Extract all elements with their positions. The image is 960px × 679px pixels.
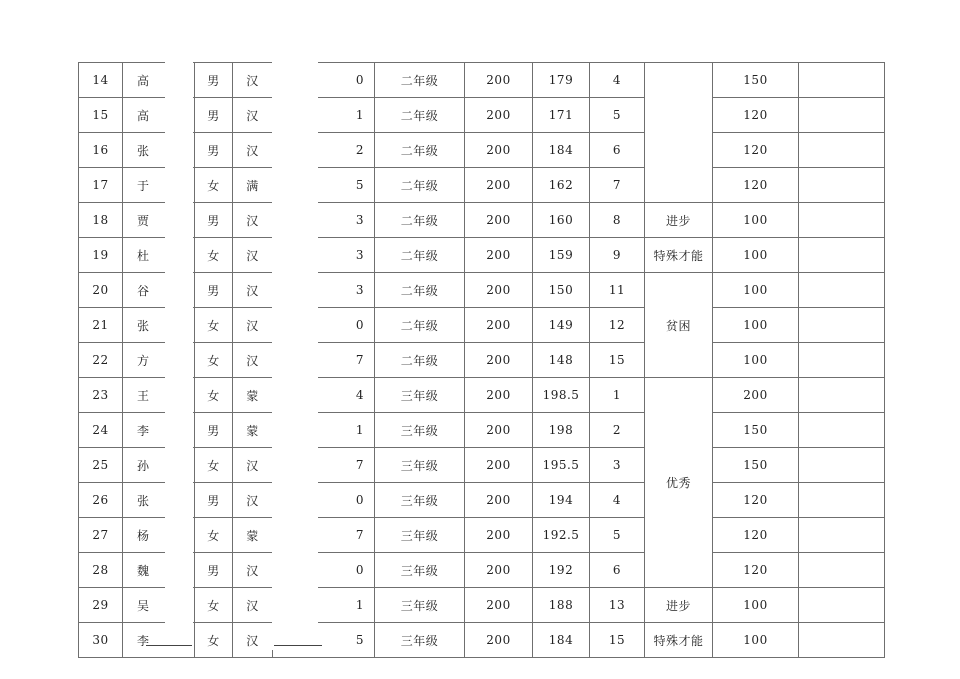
table-row <box>79 483 885 518</box>
cell-note <box>799 588 885 623</box>
cell-score: 159 <box>533 238 590 273</box>
cell-id: 0 <box>273 308 375 343</box>
cell-full: 200 <box>465 448 533 483</box>
cell-name: 杜 <box>123 238 195 273</box>
cell-score: 184 <box>533 133 590 168</box>
cell-rank: 13 <box>590 588 645 623</box>
cell-id: 4 <box>273 378 375 413</box>
cell-rank: 7 <box>590 168 645 203</box>
cell-rank: 6 <box>590 133 645 168</box>
cell-no: 16 <box>79 133 123 168</box>
table-row <box>79 98 885 133</box>
cell-rank: 3 <box>590 448 645 483</box>
cell-ethnic: 汉 <box>233 343 273 378</box>
cell-ethnic: 汉 <box>233 63 273 98</box>
cell-sex: 男 <box>195 273 233 308</box>
cell-full: 200 <box>465 623 533 658</box>
cell-score: 195.5 <box>533 448 590 483</box>
cell-no: 29 <box>79 588 123 623</box>
cell-full: 200 <box>465 308 533 343</box>
table-row <box>79 238 885 273</box>
cell-note <box>799 483 885 518</box>
cell-full: 200 <box>465 483 533 518</box>
cell-ethnic: 汉 <box>233 623 273 658</box>
cell-no: 27 <box>79 518 123 553</box>
cell-full: 200 <box>465 378 533 413</box>
cell-name: 李 <box>123 413 195 448</box>
cell-full: 200 <box>465 553 533 588</box>
cell-name: 张 <box>123 133 195 168</box>
cell-score: 171 <box>533 98 590 133</box>
cell-sex: 女 <box>195 448 233 483</box>
cell-full: 200 <box>465 203 533 238</box>
cell-sex: 女 <box>195 623 233 658</box>
cell-note <box>799 63 885 98</box>
cell-grade: 二年级 <box>375 168 465 203</box>
award-table-container <box>78 62 884 658</box>
cell-id: 5 <box>273 623 375 658</box>
cell-note <box>799 343 885 378</box>
cell-grade: 二年级 <box>375 273 465 308</box>
cell-score: 160 <box>533 203 590 238</box>
cell-category: 进步 <box>645 203 713 238</box>
cell-full: 200 <box>465 588 533 623</box>
cell-no: 18 <box>79 203 123 238</box>
redaction-mask-name <box>165 62 193 650</box>
cell-amount: 100 <box>713 623 799 658</box>
cell-grade: 二年级 <box>375 308 465 343</box>
cell-note <box>799 133 885 168</box>
cell-rank: 15 <box>590 623 645 658</box>
cell-score: 162 <box>533 168 590 203</box>
signature-underline-id <box>274 645 322 646</box>
cell-note <box>799 238 885 273</box>
cell-rank: 11 <box>590 273 645 308</box>
cell-note <box>799 273 885 308</box>
cell-note <box>799 98 885 133</box>
cell-id: 0 <box>273 63 375 98</box>
cell-id: 1 <box>273 413 375 448</box>
table-row <box>79 273 885 308</box>
table-row <box>79 588 885 623</box>
cell-name: 方 <box>123 343 195 378</box>
cell-amount: 100 <box>713 203 799 238</box>
cell-grade: 三年级 <box>375 553 465 588</box>
cell-id: 7 <box>273 343 375 378</box>
cell-amount: 120 <box>713 553 799 588</box>
cell-name: 高 <box>123 63 195 98</box>
table-row <box>79 553 885 588</box>
cell-sex: 男 <box>195 483 233 518</box>
cell-ethnic: 蒙 <box>233 378 273 413</box>
table-row <box>79 343 885 378</box>
cell-rank: 12 <box>590 308 645 343</box>
cell-amount: 200 <box>713 378 799 413</box>
cell-amount: 100 <box>713 308 799 343</box>
cell-name: 高 <box>123 98 195 133</box>
cell-id: 1 <box>273 98 375 133</box>
cell-score: 198.5 <box>533 378 590 413</box>
cell-category: 贫困 <box>645 273 713 378</box>
cell-grade: 二年级 <box>375 133 465 168</box>
cell-ethnic: 汉 <box>233 98 273 133</box>
cell-grade: 二年级 <box>375 238 465 273</box>
cell-rank: 5 <box>590 98 645 133</box>
cell-ethnic: 汉 <box>233 553 273 588</box>
cell-name: 吴 <box>123 588 195 623</box>
cell-no: 20 <box>79 273 123 308</box>
cell-sex: 女 <box>195 518 233 553</box>
cell-full: 200 <box>465 273 533 308</box>
cell-rank: 8 <box>590 203 645 238</box>
cell-no: 15 <box>79 98 123 133</box>
cell-id: 3 <box>273 238 375 273</box>
cell-amount: 150 <box>713 413 799 448</box>
cell-no: 24 <box>79 413 123 448</box>
cell-ethnic: 汉 <box>233 203 273 238</box>
cell-no: 17 <box>79 168 123 203</box>
cell-grade: 二年级 <box>375 203 465 238</box>
cell-no: 22 <box>79 343 123 378</box>
cell-note <box>799 308 885 343</box>
cell-sex: 男 <box>195 413 233 448</box>
cell-sex: 男 <box>195 203 233 238</box>
cell-score: 150 <box>533 273 590 308</box>
cell-score: 192.5 <box>533 518 590 553</box>
cell-ethnic: 汉 <box>233 273 273 308</box>
cell-score: 184 <box>533 623 590 658</box>
table-row <box>79 623 885 658</box>
cell-no: 25 <box>79 448 123 483</box>
cell-amount: 120 <box>713 98 799 133</box>
cell-id: 7 <box>273 448 375 483</box>
cell-rank: 4 <box>590 483 645 518</box>
cell-amount: 100 <box>713 588 799 623</box>
cell-sex: 女 <box>195 168 233 203</box>
signature-underline-name <box>146 645 192 646</box>
cell-amount: 150 <box>713 448 799 483</box>
cell-name: 于 <box>123 168 195 203</box>
cell-sex: 男 <box>195 63 233 98</box>
cell-score: 149 <box>533 308 590 343</box>
cell-note <box>799 378 885 413</box>
cell-note <box>799 168 885 203</box>
cell-amount: 150 <box>713 63 799 98</box>
cell-no: 30 <box>79 623 123 658</box>
cell-id: 0 <box>273 483 375 518</box>
table-row <box>79 168 885 203</box>
cell-name: 贾 <box>123 203 195 238</box>
cell-rank: 4 <box>590 63 645 98</box>
cell-grade: 三年级 <box>375 518 465 553</box>
cell-no: 14 <box>79 63 123 98</box>
cell-grade: 三年级 <box>375 448 465 483</box>
cell-grade: 三年级 <box>375 623 465 658</box>
cell-no: 23 <box>79 378 123 413</box>
table-row <box>79 203 885 238</box>
table-row <box>79 378 885 413</box>
cell-name: 李 <box>123 623 195 658</box>
cell-sex: 男 <box>195 133 233 168</box>
cell-amount: 100 <box>713 238 799 273</box>
redaction-mask-id <box>272 62 318 650</box>
cell-sex: 男 <box>195 98 233 133</box>
cell-id: 2 <box>273 133 375 168</box>
cell-full: 200 <box>465 168 533 203</box>
cell-name: 张 <box>123 308 195 343</box>
cell-score: 194 <box>533 483 590 518</box>
cell-ethnic: 汉 <box>233 448 273 483</box>
cell-id: 3 <box>273 273 375 308</box>
cell-score: 188 <box>533 588 590 623</box>
cell-grade: 三年级 <box>375 378 465 413</box>
table-body <box>79 63 885 658</box>
cell-name: 杨 <box>123 518 195 553</box>
cell-grade: 三年级 <box>375 483 465 518</box>
cell-ethnic: 汉 <box>233 238 273 273</box>
cell-amount: 120 <box>713 133 799 168</box>
cell-grade: 三年级 <box>375 588 465 623</box>
cell-name: 魏 <box>123 553 195 588</box>
cell-full: 200 <box>465 343 533 378</box>
cell-grade: 二年级 <box>375 63 465 98</box>
cell-id: 1 <box>273 588 375 623</box>
cell-amount: 100 <box>713 343 799 378</box>
cell-category: 特殊才能 <box>645 623 713 658</box>
cell-score: 198 <box>533 413 590 448</box>
cell-note <box>799 553 885 588</box>
table-row <box>79 413 885 448</box>
cell-grade: 二年级 <box>375 343 465 378</box>
cell-full: 200 <box>465 238 533 273</box>
cell-full: 200 <box>465 98 533 133</box>
cell-name: 谷 <box>123 273 195 308</box>
table-row <box>79 308 885 343</box>
cell-id: 3 <box>273 203 375 238</box>
cell-amount: 120 <box>713 483 799 518</box>
cell-ethnic: 汉 <box>233 483 273 518</box>
cell-category: 特殊才能 <box>645 238 713 273</box>
cell-rank: 5 <box>590 518 645 553</box>
cell-id: 0 <box>273 553 375 588</box>
cell-rank: 9 <box>590 238 645 273</box>
cell-category <box>645 63 713 203</box>
table-row <box>79 518 885 553</box>
cell-sex: 女 <box>195 238 233 273</box>
cell-sex: 女 <box>195 378 233 413</box>
cell-no: 19 <box>79 238 123 273</box>
cell-id: 7 <box>273 518 375 553</box>
cell-grade: 三年级 <box>375 413 465 448</box>
cell-ethnic: 汉 <box>233 133 273 168</box>
cell-score: 192 <box>533 553 590 588</box>
cell-note <box>799 203 885 238</box>
cell-note <box>799 623 885 658</box>
cell-ethnic: 蒙 <box>233 413 273 448</box>
cell-ethnic: 汉 <box>233 588 273 623</box>
cell-sex: 女 <box>195 588 233 623</box>
cell-rank: 6 <box>590 553 645 588</box>
cell-category: 进步 <box>645 588 713 623</box>
cell-sex: 女 <box>195 343 233 378</box>
award-table <box>78 62 885 658</box>
cell-full: 200 <box>465 63 533 98</box>
cell-note <box>799 413 885 448</box>
cell-name: 王 <box>123 378 195 413</box>
cell-sex: 男 <box>195 553 233 588</box>
cell-name: 张 <box>123 483 195 518</box>
cell-rank: 15 <box>590 343 645 378</box>
cell-rank: 1 <box>590 378 645 413</box>
cell-ethnic: 汉 <box>233 308 273 343</box>
cell-ethnic: 满 <box>233 168 273 203</box>
cell-note <box>799 448 885 483</box>
cell-rank: 2 <box>590 413 645 448</box>
cell-full: 200 <box>465 413 533 448</box>
cell-amount: 100 <box>713 273 799 308</box>
cell-id: 5 <box>273 168 375 203</box>
table-row <box>79 133 885 168</box>
cell-amount: 120 <box>713 518 799 553</box>
cell-full: 200 <box>465 133 533 168</box>
cell-grade: 二年级 <box>375 98 465 133</box>
cell-no: 28 <box>79 553 123 588</box>
cell-note <box>799 518 885 553</box>
cell-score: 148 <box>533 343 590 378</box>
cell-sex: 女 <box>195 308 233 343</box>
cell-ethnic: 蒙 <box>233 518 273 553</box>
cell-category: 优秀 <box>645 378 713 588</box>
cell-no: 26 <box>79 483 123 518</box>
cell-score: 179 <box>533 63 590 98</box>
table-row <box>79 448 885 483</box>
cell-amount: 120 <box>713 168 799 203</box>
cell-name: 孙 <box>123 448 195 483</box>
cell-full: 200 <box>465 518 533 553</box>
table-row <box>79 63 885 98</box>
cell-no: 21 <box>79 308 123 343</box>
